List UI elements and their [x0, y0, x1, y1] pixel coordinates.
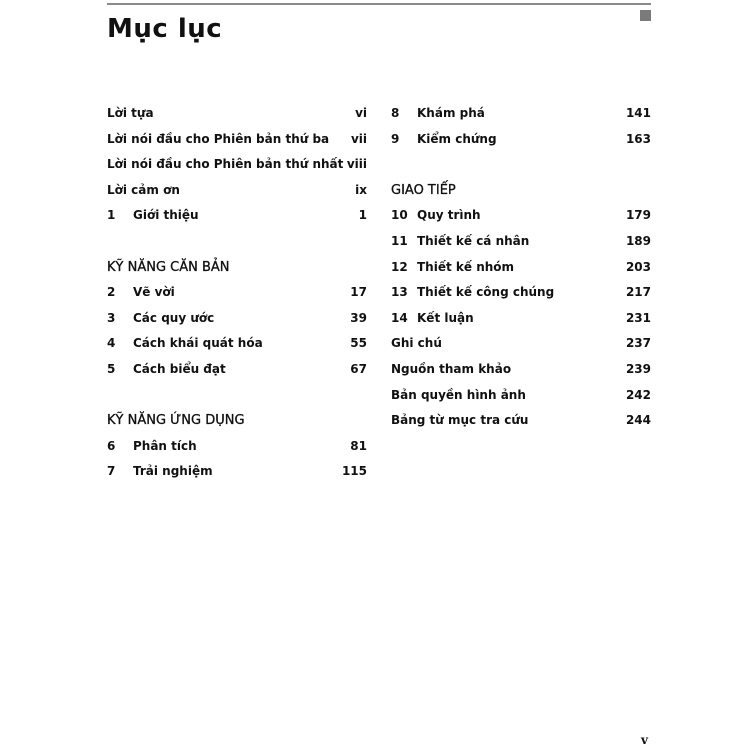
toc-entry — [107, 178, 367, 204]
entry-page: 67 — [350, 361, 367, 376]
entry-label: KỸ NĂNG ỨNG DỤNG — [107, 413, 245, 429]
entry-page: vi — [355, 106, 367, 120]
entry-label: Lời nói đầu cho Phiên bản thứ nhất — [107, 157, 344, 172]
chapter-number: 12 — [391, 259, 408, 274]
chapter-number: 6 — [107, 438, 116, 453]
entry-page: 39 — [350, 310, 367, 325]
entry-label: Lời nói đầu cho Phiên bản thứ ba — [107, 131, 330, 146]
entry-page: 217 — [625, 285, 651, 300]
entry-page: 242 — [625, 387, 651, 402]
toc-entry — [107, 357, 367, 383]
entry-page: 244 — [625, 413, 651, 428]
toc-entry — [391, 229, 651, 255]
section-heading — [391, 178, 651, 204]
page-number: v — [641, 733, 648, 747]
toc-entry — [391, 383, 651, 409]
entry-label: Kiểm chứng — [417, 131, 497, 146]
page-title: Mục lục — [107, 14, 223, 44]
entry-label: Vẽ vời — [133, 285, 175, 300]
toc-entry — [391, 357, 651, 383]
entry-page: ix — [355, 182, 367, 197]
entry-page: vii — [350, 131, 367, 146]
entry-label: Thiết kế công chúng — [417, 285, 555, 300]
entry-page: viii — [346, 157, 367, 172]
section-heading — [107, 408, 367, 434]
spacer — [107, 383, 367, 409]
entry-label: Khám phá — [417, 106, 485, 120]
entry-label: Giới thiệu — [133, 208, 199, 223]
entry-label: Cách biểu đạt — [133, 361, 226, 376]
entry-page: 17 — [350, 285, 367, 300]
toc-entry — [107, 127, 367, 153]
chapter-number: 13 — [391, 285, 408, 300]
toc-entry — [107, 434, 367, 460]
entry-label: Quy trình — [417, 208, 481, 223]
entry-label: Cách khái quát hóa — [133, 336, 263, 351]
chapter-number: 14 — [391, 310, 408, 325]
chapter-number: 8 — [391, 106, 400, 120]
entry-label: Kết luận — [417, 310, 474, 325]
toc-entry — [107, 306, 367, 332]
section-heading — [107, 255, 367, 281]
toc-left-column — [107, 101, 367, 485]
entry-label: Ghi chú — [391, 336, 442, 351]
entry-label: Bản quyền hình ảnh — [391, 387, 526, 402]
spacer — [391, 152, 651, 178]
corner-marker — [640, 10, 651, 21]
entry-page: 163 — [625, 131, 651, 146]
toc-entry — [391, 306, 651, 332]
toc-entry — [107, 459, 367, 485]
toc-entry — [391, 255, 651, 281]
toc-right-column — [391, 101, 651, 434]
chapter-number: 9 — [391, 131, 400, 146]
entry-label: Thiết kế cá nhân — [417, 233, 530, 248]
entry-page: 55 — [350, 336, 367, 351]
spacer — [107, 229, 367, 255]
chapter-number: 5 — [107, 361, 116, 376]
toc-entry — [107, 331, 367, 357]
entry-page: 237 — [625, 336, 651, 351]
entry-page: 179 — [625, 208, 651, 223]
entry-page: 81 — [350, 438, 367, 453]
toc-entry — [107, 101, 367, 127]
entry-label: Thiết kế nhóm — [417, 259, 515, 274]
entry-label: Nguồn tham khảo — [391, 361, 512, 376]
entry-page: 239 — [625, 361, 651, 376]
toc-entry — [107, 203, 367, 229]
toc-entry — [391, 101, 651, 127]
entry-page: 115 — [341, 464, 367, 479]
chapter-number: 2 — [107, 285, 116, 300]
chapter-number: 4 — [107, 336, 116, 351]
entry-label: Lời tựa — [107, 106, 154, 120]
entry-label: Trải nghiệm — [133, 464, 213, 479]
toc-entry — [391, 203, 651, 229]
toc-entry — [391, 331, 651, 357]
chapter-number: 3 — [107, 310, 116, 325]
chapter-number: 7 — [107, 464, 116, 479]
entry-page: 1 — [358, 208, 367, 223]
chapter-number: 10 — [391, 208, 408, 223]
toc-entry — [107, 280, 367, 306]
toc-entry — [107, 152, 367, 178]
chapter-number: 11 — [391, 233, 408, 248]
entry-label: Phân tích — [133, 438, 197, 453]
toc-entry — [391, 127, 651, 153]
entry-page: 203 — [625, 259, 651, 274]
entry-page: 141 — [625, 106, 651, 120]
entry-label: Lời cảm ơn — [107, 182, 180, 197]
entry-label: KỸ NĂNG CĂN BẢN — [107, 259, 230, 275]
chapter-number: 1 — [107, 208, 116, 223]
entry-page: 231 — [625, 310, 651, 325]
entry-label: Bảng từ mục tra cứu — [391, 413, 529, 428]
toc-entry — [391, 280, 651, 306]
entry-label: GIAO TIẾP — [391, 182, 456, 198]
top-rule — [107, 3, 651, 5]
entry-page: 189 — [625, 233, 651, 248]
toc-entry — [391, 408, 651, 434]
entry-label: Các quy ước — [133, 310, 215, 325]
